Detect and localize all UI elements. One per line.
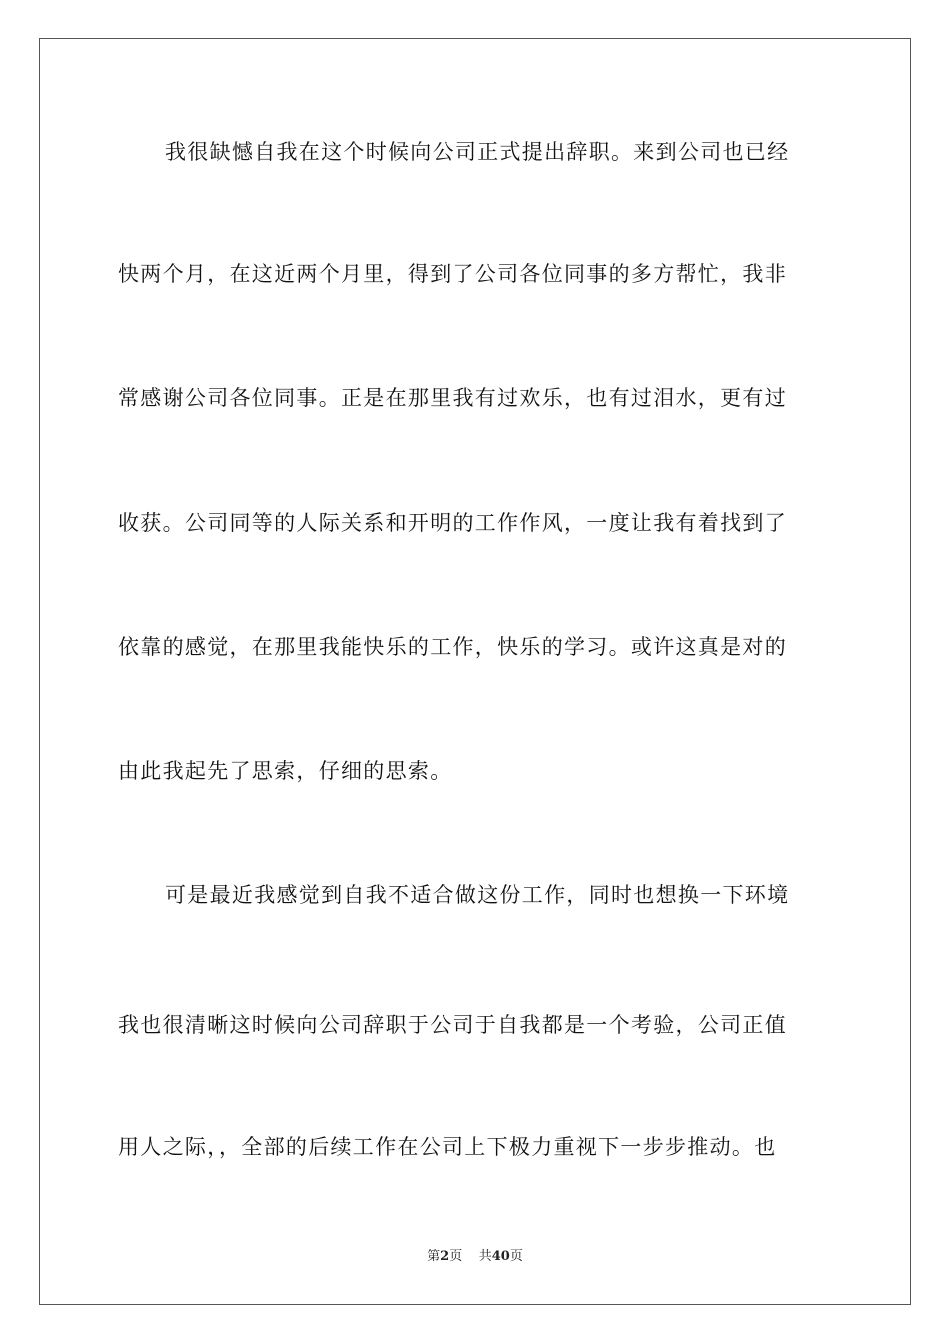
total-pages: 40: [491, 1249, 510, 1264]
paragraph-1-line-3: 常感谢公司各位同事。正是在那里我有过欢乐，也有过泪水，更有过: [118, 386, 787, 410]
paragraph-2-line-3: 用人之际，，全部的后续工作在公司上下极力重视下一步步推动。也: [118, 1135, 777, 1159]
paragraph-1-line-6: 由此我起先了思索，仔细的思索。: [118, 759, 453, 783]
page-label-suffix: 页: [449, 1249, 463, 1264]
paragraph-2-line-1: 可是最近我感觉到自我不适合做这份工作，同时也想换一下环境: [165, 883, 790, 907]
page-border: [39, 38, 911, 1305]
page-number: 2: [440, 1249, 450, 1264]
paragraph-1-line-2: 快两个月，在这近两个月里，得到了公司各位同事的多方帮忙，我非: [118, 262, 787, 286]
total-label-suffix: 页: [509, 1249, 523, 1264]
paragraph-1-line-4: 收获。公司同等的人际关系和开明的工作作风，一度让我有着找到了: [118, 511, 787, 535]
paragraph-1-line-1: 我很缺憾自我在这个时候向公司正式提出辞职。来到公司也已经: [165, 140, 790, 164]
page-label-prefix: 第: [427, 1249, 441, 1264]
total-label-prefix: 共: [478, 1249, 492, 1264]
paragraph-2-line-2: 我也很清晰这时候向公司辞职于公司于自我都是一个考验，公司正值: [118, 1013, 787, 1037]
page-footer: [0, 1248, 950, 1266]
paragraph-1-line-5: 依靠的感觉，在那里我能快乐的工作，快乐的学习。或许这真是对的: [118, 635, 787, 659]
